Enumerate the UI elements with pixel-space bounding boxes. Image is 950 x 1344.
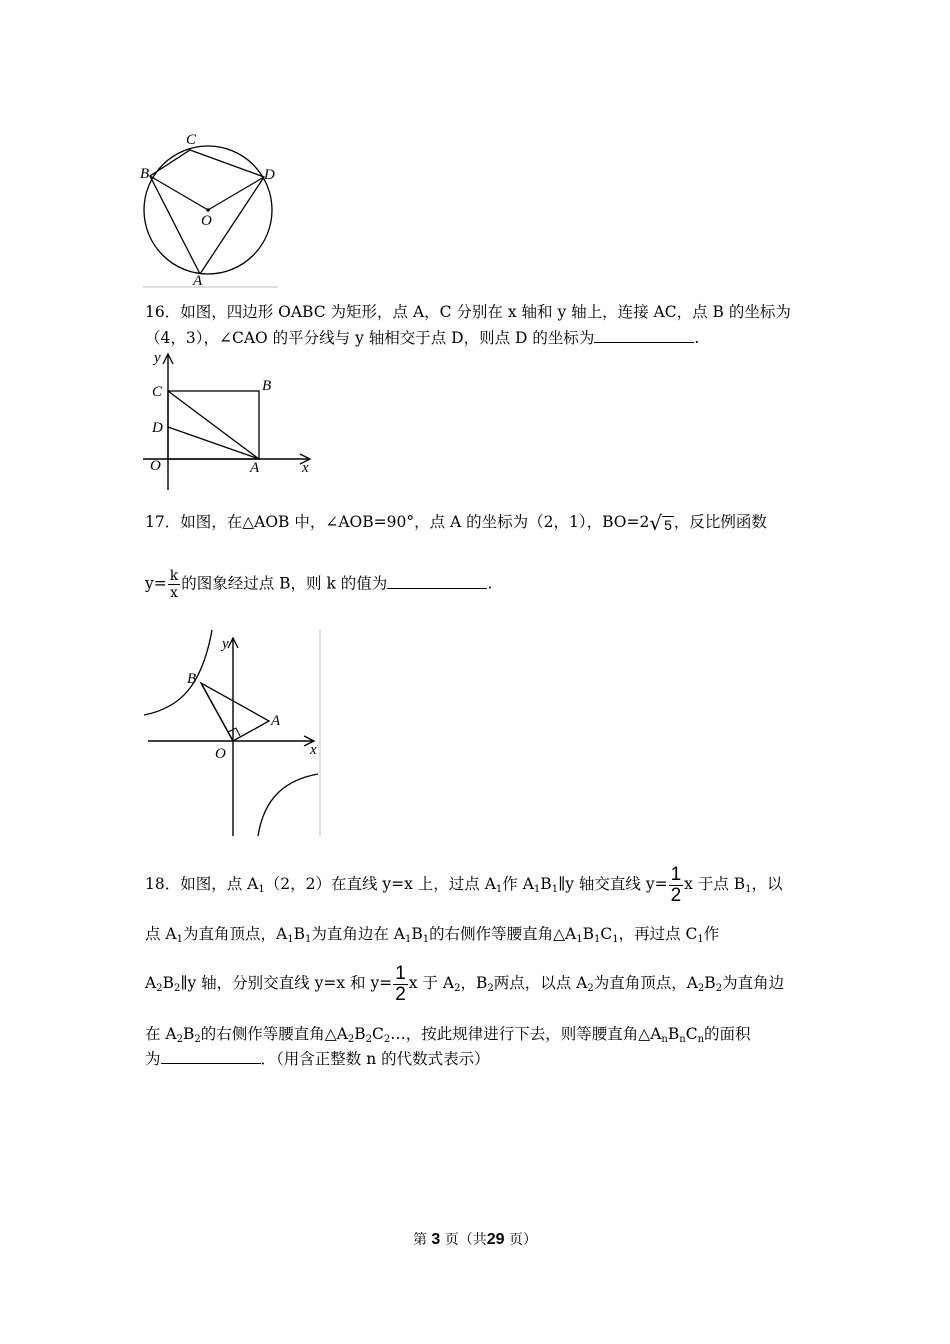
answer-blank-16 (594, 326, 694, 343)
label-o: O (201, 213, 212, 229)
q18-line-5: 为 ．（用含正整数 n 的代数式表示） (145, 1047, 490, 1071)
label-o: O (150, 458, 161, 474)
center-dot (206, 208, 210, 212)
label-y: y (154, 350, 161, 366)
label-c: C (152, 384, 163, 400)
label-b: B (262, 378, 272, 394)
label-a: A (271, 713, 281, 729)
figure-q16-rectangle (140, 348, 320, 493)
label-x: x (302, 460, 309, 476)
q18-line-1: 18．如图，点 $A_1(2$，2）在直线 y=x 上，过点 $A_1$作 $A_1B_1\parallel y$ 轴交直线 y= $\frac{1}{2}$ x 于点 $B_1$，以 (145, 863, 783, 906)
q16-line-1: 16．如图，四边形 OABC 为矩形，点 A，C 分别在 x 轴和 y 轴上，连接 AC，点 B 的坐标为 (145, 303, 791, 321)
answer-blank-17 (387, 572, 487, 589)
fraction-one-half: $\frac{1}{2}$ (395, 962, 406, 1005)
q18-line-3: $A_2B_2\parallel y$ 轴，分别交直线 y=x 和 y= $\frac{1}{2}$ x 于 $A_2$，$B_2$两点，以点 $A_2$为直角顶点，$A_2B_2$为直角边 (145, 962, 785, 1005)
page-total: 29 (486, 1231, 505, 1248)
label-c: C (186, 132, 197, 148)
page-number: 3 (431, 1231, 441, 1248)
label-a: A (193, 273, 203, 289)
label-b: B (187, 671, 197, 687)
hyperbola-branch-upper-left (144, 630, 212, 715)
segment-ac (168, 391, 259, 459)
figure-q15-circle (138, 128, 283, 290)
label-y: y (222, 636, 229, 652)
figure-q17-hyperbola (140, 628, 325, 840)
segment-ad (168, 427, 259, 459)
sqrt-5: √ 5 (649, 511, 672, 535)
q17-line-1: 17．如图，在△AOB 中，∠AOB=90°，点 A 的坐标为（2，1），BO=2 √ 5 ，反比例函数 (145, 511, 767, 535)
label-a: A (250, 460, 260, 476)
segment-od (208, 177, 264, 210)
label-o: O (215, 746, 226, 762)
quad-edges (150, 150, 264, 274)
fraction-k-over-x: $\frac{k}{x}$ (169, 568, 179, 601)
q16-line-2: （4，3），∠CAO 的平分线与 y 轴相交于点 D，则点 D 的坐标为 . (145, 326, 699, 350)
q17-line-2: y= $\frac{k}{x}$ 的图象经过点 B，则 k 的值为 . (145, 568, 493, 601)
hyperbola-branch-lower-right (258, 774, 318, 836)
label-d: D (264, 167, 275, 183)
page-footer: 第 3 页（共29 页） (412, 1231, 538, 1248)
triangle-aob (201, 683, 269, 741)
answer-blank-18 (161, 1047, 261, 1064)
label-x: x (310, 742, 317, 758)
q18-line-2: 点 $A_1$为直角顶点，$A_1B_1$为直角边在 $A_1B_1$的右侧作等腰直角$\triangle A_1B_1C_1$，再过点 $C_1$作 (145, 925, 720, 945)
q18-line-4: 在 $A_2B_2$的右侧作等腰直角$\triangle A_2B_2C_2\dots$，按此规律进行下去，则等腰直角$\triangle A_nB_nC_n$的面积 (145, 1025, 751, 1045)
fraction-one-half: $\frac{1}{2}$ (670, 863, 682, 906)
label-b: B (140, 166, 150, 182)
label-d: D (152, 420, 163, 436)
